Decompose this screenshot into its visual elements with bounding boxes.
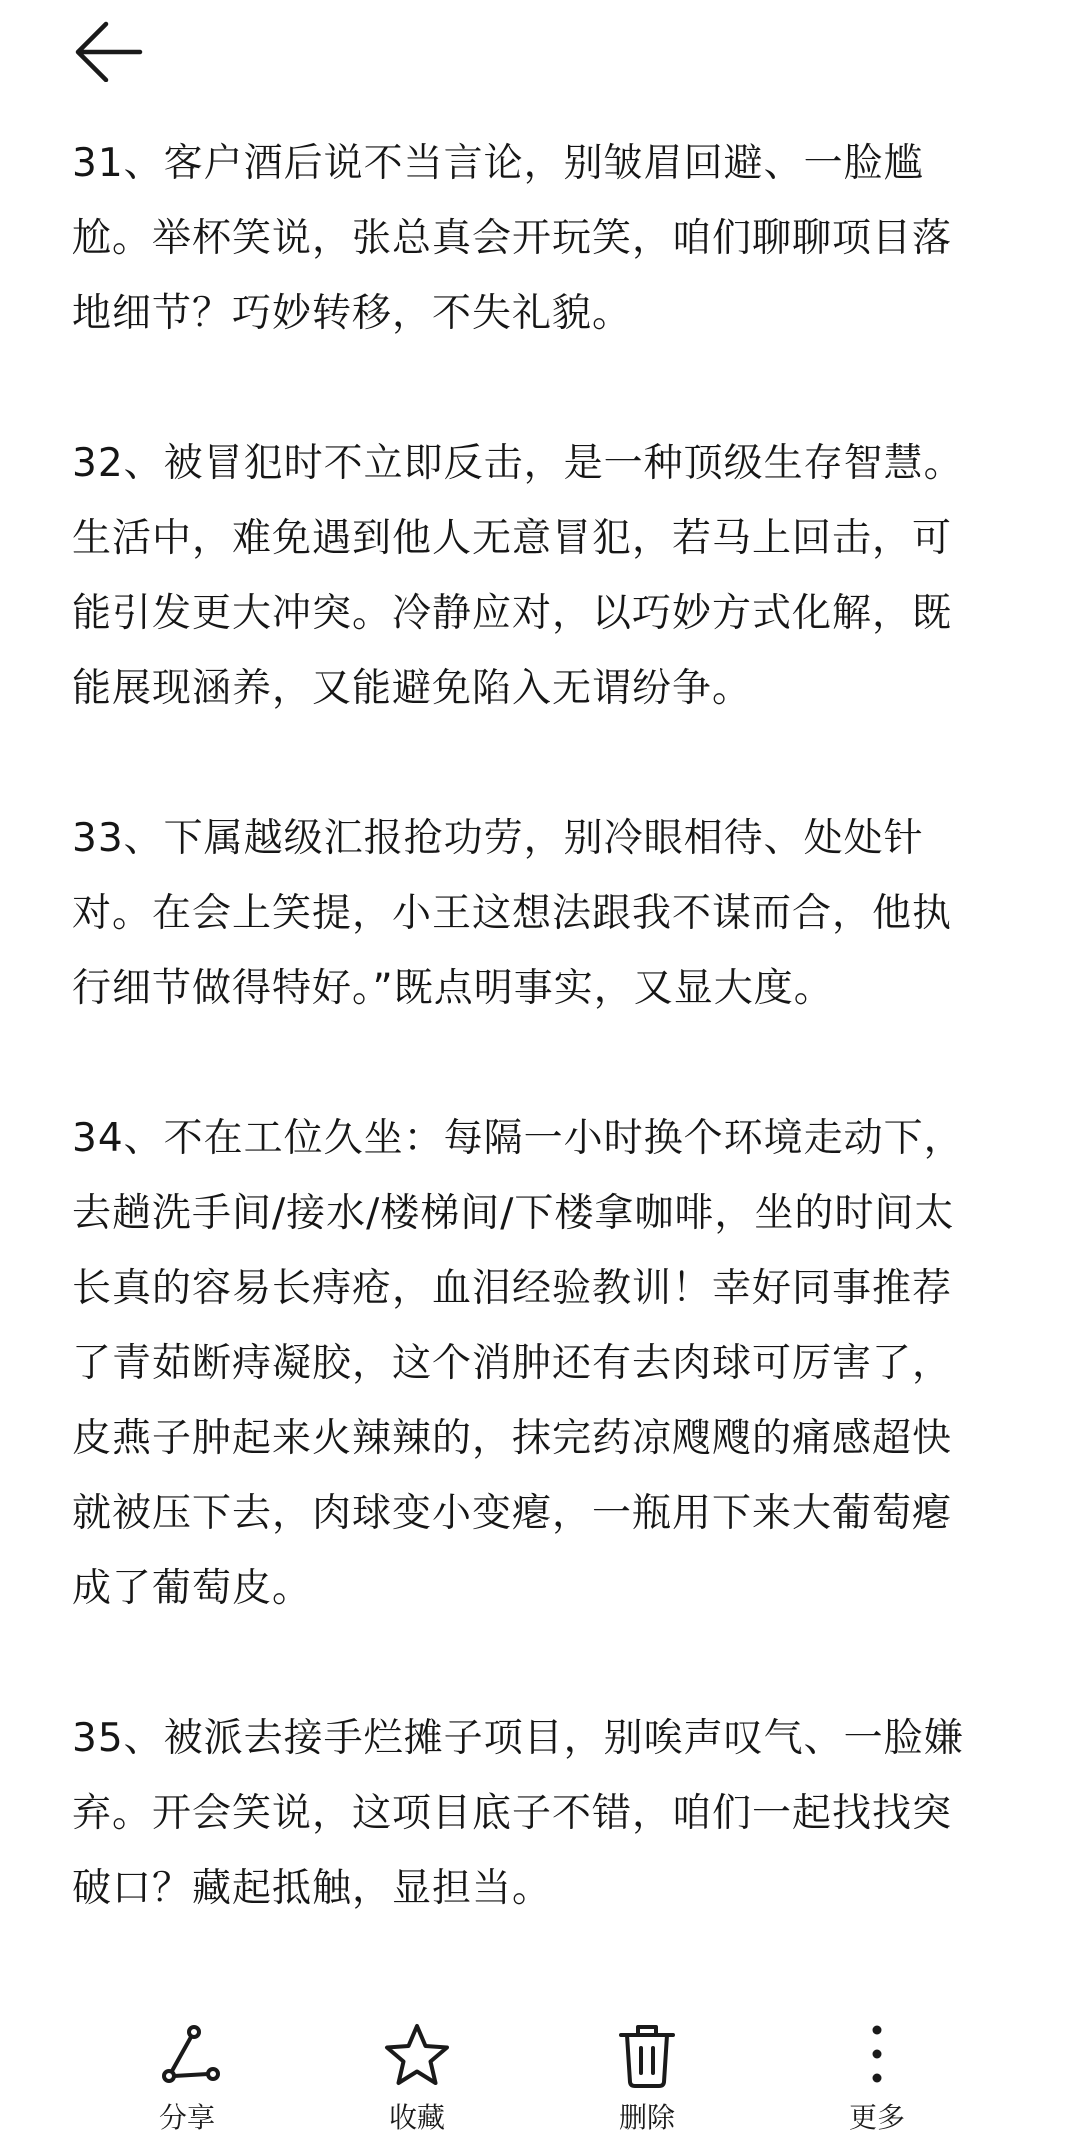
paragraph-line: 就被压下去，肉球变小变瘪，一瓶用下来大葡萄瘪 bbox=[72, 1491, 953, 1536]
paragraph-line: 弃。开会笑说，这项目底子不错，咱们一起找找突 bbox=[72, 1791, 953, 1836]
share-label: 分享 bbox=[158, 2101, 215, 2134]
paragraph-line: 31、客户酒后说不当言论，别皱眉回避、一脸尴 bbox=[72, 141, 924, 186]
paragraph-35 bbox=[72, 1701, 1008, 1926]
delete-button[interactable] bbox=[577, 2016, 717, 2136]
more-label: 更多 bbox=[848, 2101, 905, 2134]
paragraph-line: 能展现涵养，又能避免陷入无谓纷争。 bbox=[72, 666, 753, 711]
paragraph-line: 了青茹断痔凝胶，这个消肿还有去肉球可厉害了， bbox=[72, 1341, 953, 1386]
collect-button[interactable] bbox=[347, 2016, 487, 2136]
back-arrow-icon bbox=[66, 12, 146, 82]
paragraph-33 bbox=[72, 801, 1008, 1026]
note-content bbox=[72, 126, 1008, 2001]
paragraph-line: 成了葡萄皮。 bbox=[72, 1566, 313, 1611]
paragraph-line: 32、被冒犯时不立即反击，是一种顶级生存智慧。 bbox=[72, 441, 964, 486]
top-bar bbox=[0, 0, 1080, 100]
paragraph-line: 33、下属越级汇报抢功劳，别冷眼相待、处处针 bbox=[72, 816, 924, 861]
paragraph-line: 行细节做得特好。”既点明事实，又显大度。 bbox=[72, 966, 834, 1011]
paragraph-line: 去趟洗手间/接水/楼梯间/下楼拿咖啡，坐的时间太 bbox=[72, 1191, 955, 1236]
paragraph-line: 地细节？巧妙转移，不失礼貌。 bbox=[72, 291, 633, 336]
star-icon bbox=[377, 2016, 457, 2096]
trash-icon bbox=[607, 2016, 687, 2096]
bottom-action-bar bbox=[0, 1990, 1080, 2150]
more-button[interactable] bbox=[807, 2016, 947, 2136]
paragraph-32 bbox=[72, 426, 1008, 726]
more-vertical-icon bbox=[837, 2016, 917, 2096]
delete-label: 删除 bbox=[618, 2101, 675, 2134]
collect-label: 收藏 bbox=[388, 2101, 445, 2134]
paragraph-line: 能引发更大冲突。冷静应对，以巧妙方式化解，既 bbox=[72, 591, 953, 636]
paragraph-line: 长真的容易长痔疮，血泪经验教训！幸好同事推荐 bbox=[72, 1266, 953, 1311]
share-icon bbox=[147, 2016, 227, 2096]
paragraph-34 bbox=[72, 1101, 1008, 1626]
paragraph-31 bbox=[72, 126, 1008, 351]
share-button[interactable] bbox=[117, 2016, 257, 2136]
paragraph-line: 破口？藏起抵触，显担当。 bbox=[72, 1866, 553, 1911]
paragraph-line: 对。在会上笑提，小王这想法跟我不谋而合，他执 bbox=[72, 891, 953, 936]
paragraph-line: 35、被派去接手烂摊子项目，别唉声叹气、一脸嫌 bbox=[72, 1716, 964, 1761]
paragraph-line: 34、不在工位久坐：每隔一小时换个环境走动下， bbox=[72, 1116, 964, 1161]
paragraph-line: 尬。举杯笑说，张总真会开玩笑，咱们聊聊项目落 bbox=[72, 216, 953, 261]
paragraph-line: 皮燕子肿起来火辣辣的，抹完药凉飕飕的痛感超快 bbox=[72, 1416, 953, 1461]
paragraph-line: 生活中，难免遇到他人无意冒犯，若马上回击，可 bbox=[72, 516, 953, 561]
back-button[interactable] bbox=[66, 12, 146, 82]
